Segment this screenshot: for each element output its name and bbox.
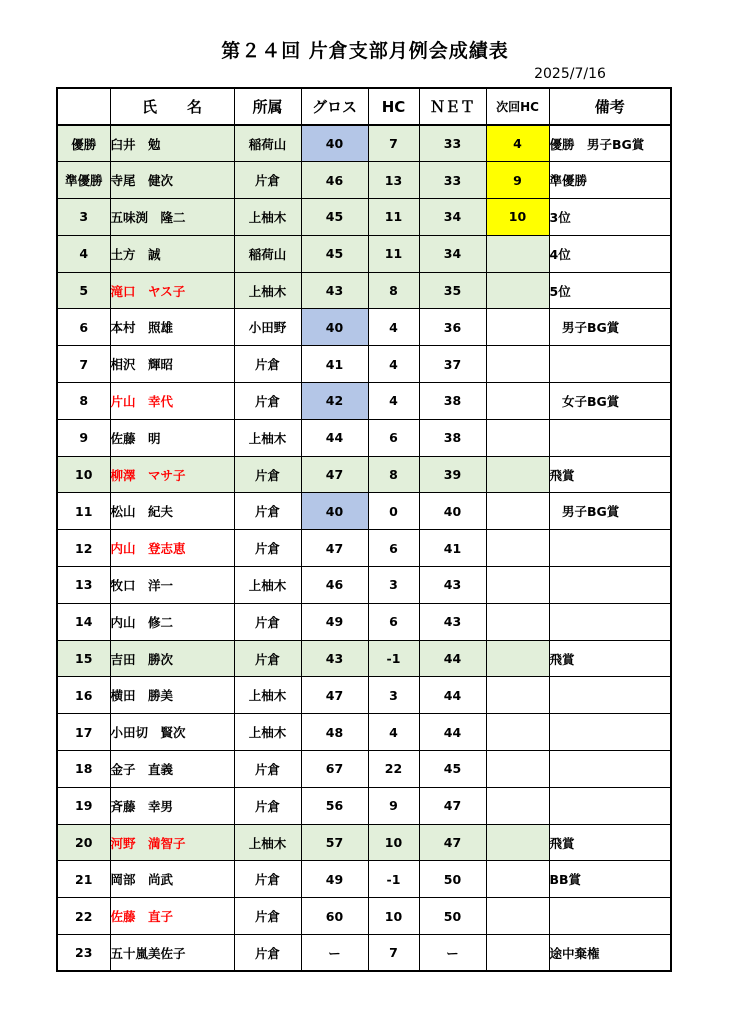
hc-cell: 4 — [368, 383, 419, 420]
note-cell: 男子BG賞 — [549, 309, 671, 346]
header-gross: グロス — [301, 88, 368, 125]
table-row — [57, 309, 671, 346]
gross-cell: 47 — [301, 530, 368, 567]
rank-cell: 11 — [57, 493, 110, 530]
rank-cell: 21 — [57, 861, 110, 898]
next-hc-cell — [486, 346, 549, 383]
rank-cell: 19 — [57, 787, 110, 824]
net-cell: 37 — [419, 346, 486, 383]
player-name: 内山 修二 — [110, 603, 234, 640]
table-row — [57, 751, 671, 788]
player-name: 相沢 輝昭 — [110, 346, 234, 383]
rank-cell: 22 — [57, 898, 110, 935]
player-name: 横田 勝美 — [110, 677, 234, 714]
note-cell — [549, 787, 671, 824]
net-cell: 41 — [419, 530, 486, 567]
affiliation-cell: 上柚木 — [234, 824, 301, 861]
player-name: 土方 誠 — [110, 235, 234, 272]
net-cell: 45 — [419, 751, 486, 788]
note-cell: 準優勝 — [549, 162, 671, 199]
affiliation-cell: 片倉 — [234, 383, 301, 420]
hc-cell: 4 — [368, 714, 419, 751]
gross-cell: 43 — [301, 272, 368, 309]
affiliation-cell: 上柚木 — [234, 714, 301, 751]
gross-cell: 40 — [301, 125, 368, 162]
net-cell: ー — [419, 935, 486, 972]
rank-cell: 4 — [57, 235, 110, 272]
rank-cell: 準優勝 — [57, 162, 110, 199]
player-name: 佐藤 明 — [110, 419, 234, 456]
hc-cell: 7 — [368, 125, 419, 162]
net-cell: 43 — [419, 603, 486, 640]
gross-cell: 49 — [301, 603, 368, 640]
affiliation-cell: 片倉 — [234, 346, 301, 383]
note-cell: 優勝 男子BG賞 — [549, 125, 671, 162]
hc-cell: 6 — [368, 530, 419, 567]
net-cell: 35 — [419, 272, 486, 309]
gross-cell: 67 — [301, 751, 368, 788]
next-hc-cell — [486, 714, 549, 751]
next-hc-cell — [486, 751, 549, 788]
hc-cell: 10 — [368, 824, 419, 861]
note-cell: 5位 — [549, 272, 671, 309]
player-name: 金子 直義 — [110, 751, 234, 788]
rank-cell: 18 — [57, 751, 110, 788]
next-hc-cell — [486, 309, 549, 346]
player-name: 滝口 ヤス子 — [110, 272, 234, 309]
player-name: 柳澤 マサ子 — [110, 456, 234, 493]
gross-cell: 47 — [301, 456, 368, 493]
gross-cell: 56 — [301, 787, 368, 824]
affiliation-cell: 上柚木 — [234, 272, 301, 309]
affiliation-cell: 片倉 — [234, 456, 301, 493]
header-rank — [57, 88, 110, 125]
player-name: 佐藤 直子 — [110, 898, 234, 935]
net-cell: 50 — [419, 861, 486, 898]
table-row — [57, 199, 671, 236]
gross-cell: 41 — [301, 346, 368, 383]
rank-cell: 12 — [57, 530, 110, 567]
hc-cell: 3 — [368, 567, 419, 604]
hc-cell: 9 — [368, 787, 419, 824]
player-name: 片山 幸代 — [110, 383, 234, 420]
table-row — [57, 162, 671, 199]
hc-cell: -1 — [368, 861, 419, 898]
table-row — [57, 530, 671, 567]
hc-cell: 13 — [368, 162, 419, 199]
note-cell: 途中棄権 — [549, 935, 671, 972]
note-cell: 男子BG賞 — [549, 493, 671, 530]
next-hc-cell — [486, 861, 549, 898]
next-hc-cell — [486, 567, 549, 604]
rank-cell: 10 — [57, 456, 110, 493]
hc-cell: 11 — [368, 235, 419, 272]
table-row — [57, 567, 671, 604]
player-name: 本村 照雄 — [110, 309, 234, 346]
header-hc: HC — [368, 88, 419, 125]
gross-cell: 46 — [301, 567, 368, 604]
note-cell: 飛賞 — [549, 456, 671, 493]
player-name: 牧口 洋一 — [110, 567, 234, 604]
affiliation-cell: 片倉 — [234, 603, 301, 640]
next-hc-cell — [486, 419, 549, 456]
table-row — [57, 603, 671, 640]
net-cell: 47 — [419, 824, 486, 861]
gross-cell: ー — [301, 935, 368, 972]
table-row — [57, 456, 671, 493]
next-hc-cell — [486, 824, 549, 861]
net-cell: 33 — [419, 125, 486, 162]
next-hc-cell — [486, 530, 549, 567]
rank-cell: 16 — [57, 677, 110, 714]
hc-cell: 6 — [368, 419, 419, 456]
table-row — [57, 383, 671, 420]
affiliation-cell: 片倉 — [234, 861, 301, 898]
table-row — [57, 677, 671, 714]
next-hc-cell — [486, 603, 549, 640]
rank-cell: 7 — [57, 346, 110, 383]
rank-cell: 3 — [57, 199, 110, 236]
affiliation-cell: 片倉 — [234, 162, 301, 199]
rank-cell: 優勝 — [57, 125, 110, 162]
net-cell: 44 — [419, 640, 486, 677]
header-next-hc: 次回HC — [486, 88, 549, 125]
rank-cell: 20 — [57, 824, 110, 861]
table-row — [57, 861, 671, 898]
header-name: 氏 名 — [110, 88, 234, 125]
rank-cell: 15 — [57, 640, 110, 677]
rank-cell: 9 — [57, 419, 110, 456]
next-hc-cell — [486, 272, 549, 309]
player-name: 斉藤 幸男 — [110, 787, 234, 824]
gross-cell: 45 — [301, 199, 368, 236]
hc-cell: 4 — [368, 346, 419, 383]
player-name: 松山 紀夫 — [110, 493, 234, 530]
results-table — [56, 87, 672, 972]
next-hc-cell — [486, 935, 549, 972]
table-row — [57, 787, 671, 824]
hc-cell: 22 — [368, 751, 419, 788]
net-cell: 47 — [419, 787, 486, 824]
affiliation-cell: 上柚木 — [234, 199, 301, 236]
hc-cell: -1 — [368, 640, 419, 677]
next-hc-cell — [486, 235, 549, 272]
rank-cell: 8 — [57, 383, 110, 420]
note-cell — [549, 346, 671, 383]
player-name: 河野 満智子 — [110, 824, 234, 861]
table-row — [57, 640, 671, 677]
event-date: 2025/7/16 — [534, 66, 606, 82]
affiliation-cell: 片倉 — [234, 898, 301, 935]
next-hc-cell — [486, 383, 549, 420]
table-row — [57, 493, 671, 530]
header-notes: 備考 — [549, 88, 671, 125]
gross-cell: 40 — [301, 309, 368, 346]
net-cell: 44 — [419, 714, 486, 751]
table-row — [57, 125, 671, 162]
hc-cell: 10 — [368, 898, 419, 935]
affiliation-cell: 片倉 — [234, 787, 301, 824]
note-cell: 3位 — [549, 199, 671, 236]
note-cell: BB賞 — [549, 861, 671, 898]
gross-cell: 46 — [301, 162, 368, 199]
player-name: 寺尾 健次 — [110, 162, 234, 199]
gross-cell: 57 — [301, 824, 368, 861]
table-row — [57, 419, 671, 456]
next-hc-cell — [486, 677, 549, 714]
note-cell: 飛賞 — [549, 640, 671, 677]
note-cell: 4位 — [549, 235, 671, 272]
affiliation-cell: 稲荷山 — [234, 125, 301, 162]
net-cell: 34 — [419, 235, 486, 272]
rank-cell: 6 — [57, 309, 110, 346]
rank-cell: 13 — [57, 567, 110, 604]
affiliation-cell: 稲荷山 — [234, 235, 301, 272]
table-row — [57, 272, 671, 309]
gross-cell: 42 — [301, 383, 368, 420]
header-net: ＮＥＴ — [419, 88, 486, 125]
gross-cell: 43 — [301, 640, 368, 677]
page-title: 第２４回 片倉支部月例会成績表 — [221, 40, 509, 62]
next-hc-cell: 4 — [486, 125, 549, 162]
next-hc-cell: 10 — [486, 199, 549, 236]
note-cell — [549, 751, 671, 788]
note-cell — [549, 714, 671, 751]
note-cell — [549, 419, 671, 456]
gross-cell: 40 — [301, 493, 368, 530]
hc-cell: 3 — [368, 677, 419, 714]
note-cell — [549, 898, 671, 935]
table-row — [57, 935, 671, 972]
note-cell — [549, 677, 671, 714]
hc-cell: 4 — [368, 309, 419, 346]
net-cell: 34 — [419, 199, 486, 236]
affiliation-cell: 上柚木 — [234, 677, 301, 714]
table-row — [57, 235, 671, 272]
hc-cell: 11 — [368, 199, 419, 236]
net-cell: 36 — [419, 309, 486, 346]
net-cell: 43 — [419, 567, 486, 604]
net-cell: 38 — [419, 383, 486, 420]
affiliation-cell: 上柚木 — [234, 419, 301, 456]
affiliation-cell: 片倉 — [234, 493, 301, 530]
player-name: 臼井 勉 — [110, 125, 234, 162]
affiliation-cell: 片倉 — [234, 751, 301, 788]
rank-cell: 14 — [57, 603, 110, 640]
player-name: 小田切 賢次 — [110, 714, 234, 751]
affiliation-cell: 片倉 — [234, 935, 301, 972]
net-cell: 44 — [419, 677, 486, 714]
header-row — [57, 88, 671, 125]
table-row — [57, 714, 671, 751]
player-name: 内山 登志恵 — [110, 530, 234, 567]
next-hc-cell: 9 — [486, 162, 549, 199]
gross-cell: 44 — [301, 419, 368, 456]
gross-cell: 48 — [301, 714, 368, 751]
hc-cell: 8 — [368, 456, 419, 493]
next-hc-cell — [486, 456, 549, 493]
player-name: 岡部 尚武 — [110, 861, 234, 898]
net-cell: 50 — [419, 898, 486, 935]
table-row — [57, 346, 671, 383]
affiliation-cell: 小田野 — [234, 309, 301, 346]
note-cell: 飛賞 — [549, 824, 671, 861]
hc-cell: 8 — [368, 272, 419, 309]
net-cell: 38 — [419, 419, 486, 456]
net-cell: 33 — [419, 162, 486, 199]
affiliation-cell: 片倉 — [234, 640, 301, 677]
gross-cell: 60 — [301, 898, 368, 935]
affiliation-cell: 片倉 — [234, 530, 301, 567]
hc-cell: 7 — [368, 935, 419, 972]
gross-cell: 47 — [301, 677, 368, 714]
next-hc-cell — [486, 493, 549, 530]
rank-cell: 5 — [57, 272, 110, 309]
table-row — [57, 898, 671, 935]
note-cell — [549, 567, 671, 604]
player-name: 五味渕 隆二 — [110, 199, 234, 236]
gross-cell: 49 — [301, 861, 368, 898]
rank-cell: 17 — [57, 714, 110, 751]
gross-cell: 45 — [301, 235, 368, 272]
net-cell: 39 — [419, 456, 486, 493]
note-cell — [549, 603, 671, 640]
next-hc-cell — [486, 898, 549, 935]
header-affiliation: 所属 — [234, 88, 301, 125]
note-cell: 女子BG賞 — [549, 383, 671, 420]
note-cell — [549, 530, 671, 567]
next-hc-cell — [486, 640, 549, 677]
rank-cell: 23 — [57, 935, 110, 972]
net-cell: 40 — [419, 493, 486, 530]
table-row — [57, 824, 671, 861]
affiliation-cell: 上柚木 — [234, 567, 301, 604]
hc-cell: 6 — [368, 603, 419, 640]
next-hc-cell — [486, 787, 549, 824]
player-name: 吉田 勝次 — [110, 640, 234, 677]
player-name: 五十嵐美佐子 — [110, 935, 234, 972]
hc-cell: 0 — [368, 493, 419, 530]
